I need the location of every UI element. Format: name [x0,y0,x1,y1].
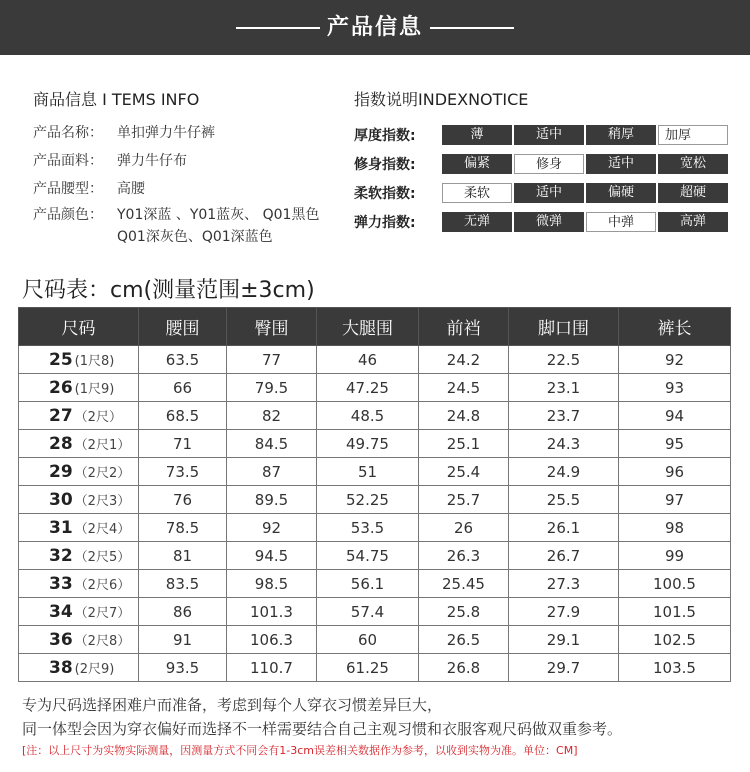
table-row [19,346,731,374]
table-cell: 101.5 [619,598,731,626]
table-cell: 98 [619,514,731,542]
table-row [19,626,731,654]
size-cell [19,458,139,486]
note-line: 专为尺码选择困难户而准备，考虑到每个人穿衣习惯差异巨大， [22,696,443,714]
size-cell [19,598,139,626]
table-cell: 83.5 [139,570,227,598]
index-option: 薄 [442,125,512,145]
size-number: 34 [49,601,73,622]
table-cell: 24.2 [419,346,509,374]
info-key: 产品颜色： [33,207,103,223]
index-row [354,149,730,178]
table-cell: 106.3 [227,626,317,654]
table-cell: 26.5 [419,626,509,654]
table-cell: 49.75 [317,430,419,458]
table-cell: 27.3 [509,570,619,598]
size-number: 32 [49,545,73,566]
table-cell: 60 [317,626,419,654]
table-cell: 73.5 [139,458,227,486]
table-cell: 25.45 [419,570,509,598]
product-info-row [33,120,343,148]
index-option-selected: 修身 [514,154,584,174]
size-cell [19,346,139,374]
table-cell: 61.25 [317,654,419,682]
table-cell: 110.7 [227,654,317,682]
index-row [354,120,730,149]
table-cell: 96 [619,458,731,486]
table-cell: 27.9 [509,598,619,626]
index-option-selected: 中弹 [586,212,656,232]
note-disclaimer: [注：以上尺寸为实物实际测量，因测量方式不同会有1-3cm误差相关数据作为参考，以收到实物为准。单位：CM] [22,744,578,757]
table-cell: 26.8 [419,654,509,682]
table-cell: 26.7 [509,542,619,570]
product-info-row [33,176,343,204]
table-cell: 84.5 [227,430,317,458]
table-row [19,486,731,514]
info-key: 产品腰型： [33,181,103,197]
index-option: 高弹 [658,212,728,232]
table-cell: 93.5 [139,654,227,682]
size-number: 36 [49,629,73,650]
size-cell [19,374,139,402]
column-header: 腰围 [139,308,227,346]
index-notice-heading: 指数说明INDEXNOTICE [354,90,529,109]
size-cell [19,542,139,570]
table-cell: 52.25 [317,486,419,514]
table-cell: 23.7 [509,402,619,430]
table-cell: 24.8 [419,402,509,430]
size-number: 38 [49,657,73,678]
index-option: 宽松 [658,154,728,174]
table-cell: 54.75 [317,542,419,570]
table-cell: 91 [139,626,227,654]
size-cell [19,626,139,654]
table-cell: 92 [619,346,731,374]
table-cell: 26.3 [419,542,509,570]
info-key: 产品面料： [33,153,103,169]
table-row [19,654,731,682]
page-title: 产品信息 [326,15,423,40]
table-cell: 24.9 [509,458,619,486]
index-option: 超硬 [658,183,728,203]
table-cell: 95 [619,430,731,458]
table-row [19,542,731,570]
notes [22,693,742,761]
note-line: 同一体型会因为穿衣偏好而选择不一样需要结合自己主观习惯和衣服客观尺码做双重参考。 [22,720,623,738]
table-row [19,598,731,626]
table-cell: 46 [317,346,419,374]
index-option-selected: 加厚 [658,125,728,145]
table-cell: 76 [139,486,227,514]
index-notice-list [354,120,730,236]
table-cell: 78.5 [139,514,227,542]
size-note: （2尺8） [74,633,131,649]
size-cell [19,486,139,514]
size-number: 28 [49,433,73,454]
size-number: 30 [49,489,73,510]
column-header: 臀围 [227,308,317,346]
table-cell: 26.1 [509,514,619,542]
index-options [442,212,730,232]
table-row [19,570,731,598]
size-note: (1尺9) [74,381,115,397]
size-number: 25 [49,349,73,370]
index-options [442,125,730,145]
table-cell: 53.5 [317,514,419,542]
table-cell: 24.3 [509,430,619,458]
table-cell: 97 [619,486,731,514]
product-info-heading: 商品信息 I TEMS INFO [33,90,200,109]
column-header: 前裆 [419,308,509,346]
table-cell: 79.5 [227,374,317,402]
index-option-selected: 柔软 [442,183,512,203]
info-value: Y01深蓝 、Y01蓝灰、 Q01黑色 Q01深灰色、Q01深蓝色 [117,207,320,245]
table-cell: 99 [619,542,731,570]
column-header: 尺码 [19,308,139,346]
table-cell: 68.5 [139,402,227,430]
index-option: 偏硬 [586,183,656,203]
index-option: 适中 [586,154,656,174]
size-number: 31 [49,517,73,538]
header-deco-line-right [430,27,514,29]
table-cell: 25.4 [419,458,509,486]
table-cell: 29.7 [509,654,619,682]
table-cell: 77 [227,346,317,374]
table-cell: 47.25 [317,374,419,402]
index-option: 无弹 [442,212,512,232]
size-cell [19,514,139,542]
index-label: 柔软指数: [354,185,416,202]
size-number: 29 [49,461,73,482]
size-note: (1尺8) [74,353,115,369]
size-note: （2尺） [74,409,122,425]
table-body [19,346,731,682]
table-cell: 51 [317,458,419,486]
size-cell [19,402,139,430]
column-header: 大腿围 [317,308,419,346]
info-value: 高腰 [117,181,145,197]
size-note: (2尺9) [74,661,115,677]
table-cell: 22.5 [509,346,619,374]
table-cell: 66 [139,374,227,402]
index-option: 微弹 [514,212,584,232]
info-value: 单扣弹力牛仔裤 [117,125,215,141]
index-label: 修身指数: [354,156,416,173]
index-label: 厚度指数: [354,127,416,144]
table-cell: 56.1 [317,570,419,598]
size-cell [19,430,139,458]
table-cell: 103.5 [619,654,731,682]
size-note: （2尺7） [74,605,131,621]
table-row [19,402,731,430]
table-cell: 24.5 [419,374,509,402]
size-note: （2尺4） [74,521,131,537]
header-bar [0,0,750,55]
table-row [19,458,731,486]
size-number: 33 [49,573,73,594]
info-key: 产品名称： [33,125,103,141]
index-options [442,154,730,174]
table-cell: 101.3 [227,598,317,626]
table-cell: 29.1 [509,626,619,654]
index-label: 弹力指数: [354,214,416,231]
table-cell: 48.5 [317,402,419,430]
table-cell: 100.5 [619,570,731,598]
table-cell: 26 [419,514,509,542]
size-number: 27 [49,405,73,426]
table-cell: 23.1 [509,374,619,402]
size-note: （2尺1） [74,437,131,453]
size-note: （2尺5） [74,549,131,565]
index-option: 偏紧 [442,154,512,174]
product-info-row [33,148,343,176]
index-option: 适中 [514,125,584,145]
table-cell: 87 [227,458,317,486]
table-cell: 98.5 [227,570,317,598]
table-cell: 25.8 [419,598,509,626]
table-cell: 57.4 [317,598,419,626]
table-cell: 86 [139,598,227,626]
table-cell: 89.5 [227,486,317,514]
table-cell: 25.5 [509,486,619,514]
table-cell: 71 [139,430,227,458]
table-cell: 94 [619,402,731,430]
size-chart-title: 尺码表：cm(测量范围±3cm) [22,278,315,303]
table-cell: 92 [227,514,317,542]
product-info-row [33,204,343,248]
size-note: （2尺3） [74,493,131,509]
column-header: 脚口围 [509,308,619,346]
index-option: 稍厚 [586,125,656,145]
table-cell: 93 [619,374,731,402]
size-table [18,307,731,682]
table-cell: 25.7 [419,486,509,514]
table-cell: 81 [139,542,227,570]
product-info-list [33,120,343,248]
size-note: （2尺6） [74,577,131,593]
index-row [354,178,730,207]
size-cell [19,654,139,682]
table-header-row [19,308,731,346]
table-row [19,514,731,542]
table-cell: 25.1 [419,430,509,458]
table-cell: 102.5 [619,626,731,654]
index-row [354,207,730,236]
info-value: 弹力牛仔布 [117,153,187,169]
size-cell [19,570,139,598]
index-options [442,183,730,203]
table-row [19,374,731,402]
index-option: 适中 [514,183,584,203]
table-cell: 63.5 [139,346,227,374]
table-cell: 82 [227,402,317,430]
table-row [19,430,731,458]
size-number: 26 [49,377,73,398]
column-header: 裤长 [619,308,731,346]
table-cell: 94.5 [227,542,317,570]
size-note: （2尺2） [74,465,131,481]
